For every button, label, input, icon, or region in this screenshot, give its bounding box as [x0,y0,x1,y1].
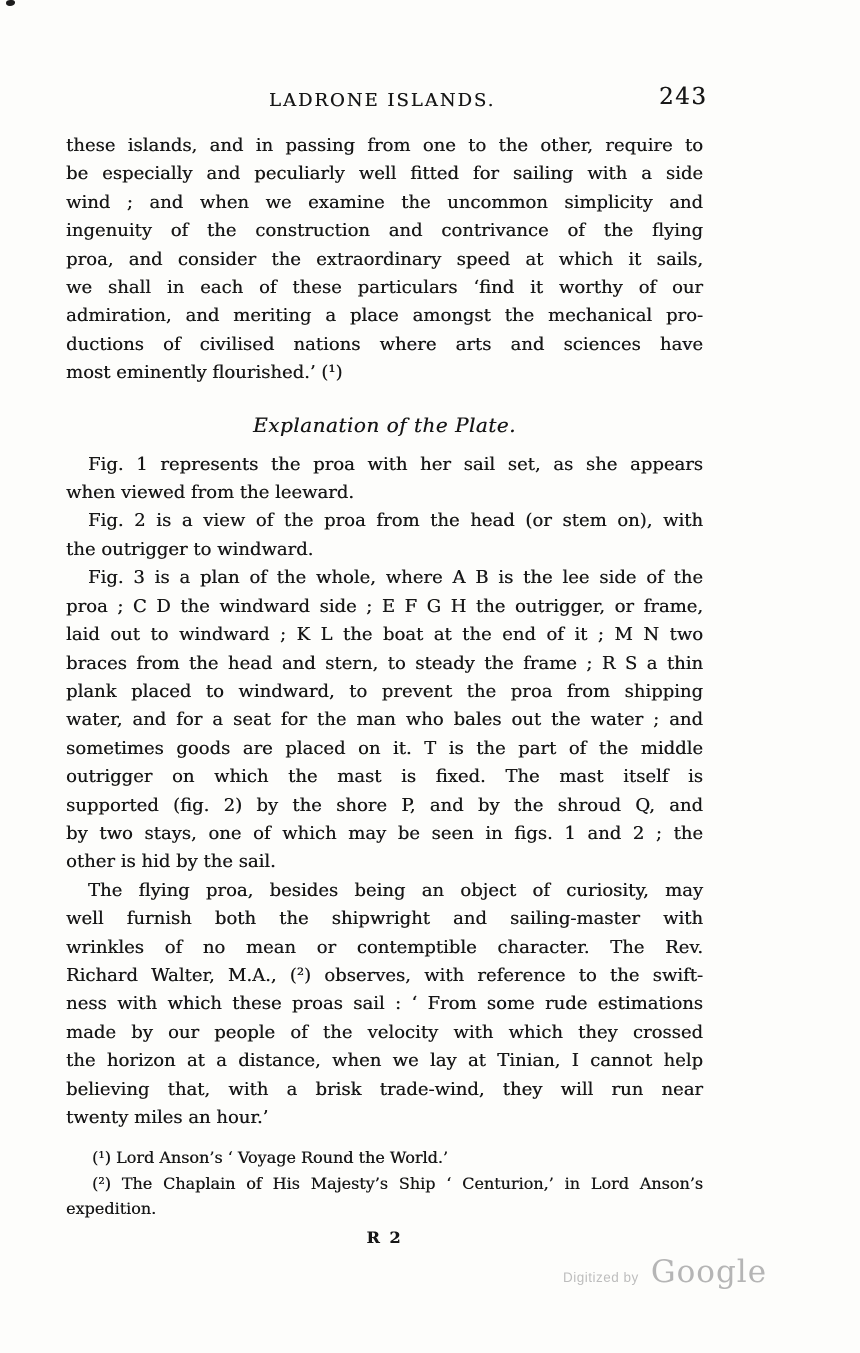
page-number: 243 [659,84,708,110]
paragraph-fig1 [66,451,703,508]
text-line: twenty miles an hour.’ [66,1107,269,1128]
footnotes [66,1145,703,1221]
text-line: proa ; C D the windward side ; E F G H the outrigger, or frame, [66,595,703,617]
text-line: by two stays, one of which may be seen in figs. 1 and 2 ; the [66,822,703,844]
text-line: wrinkles of no mean or contemptible character. The Rev. [66,936,703,958]
text-line: supported (fig. 2) by the shore P, and by the shroud Q, and [66,794,703,816]
text-line: other is hid by the sail. [66,851,276,873]
paragraph-fig2 [66,507,703,564]
page-header [0,84,860,122]
section-heading: Explanation of the Plate. [253,412,516,437]
text-line: plank placed to windward, to prevent the proa from shipping [66,680,703,702]
text-line: Fig. 2 is a view of the proa from the head (or stem on), with [88,510,703,532]
paragraph-intro [66,132,703,388]
text-line: outrigger on which the mast is fixed. The mast itself is [66,766,703,788]
text-line: The flying proa, besides being an object of curiosity, may [88,879,703,901]
text-line: ingenuity of the construction and contrivance of the flying [66,220,703,242]
text-line: ness with which these proas sail : ‘ From some rude estimations [66,993,703,1015]
text-line: most eminently flourished.’ (¹) [66,362,343,384]
google-watermark [563,1254,767,1290]
footnote-line: (¹) Lord Anson’s ‘ Voyage Round the World.’ [92,1148,448,1168]
signature-mark: R 2 [366,1228,403,1248]
text-line: made by our people of the velocity with which they crossed [66,1021,703,1043]
text-line: laid out to windward ; K L the boat at the end of it ; M N two [66,624,703,646]
text-line: the horizon at a distance, when we lay at Tinian, I cannot help [66,1050,703,1072]
text-line: be especially and peculiarly well fitted for sailing with a side [66,163,703,185]
text-line: ductions of civilised nations where arts and sciences have [66,333,703,355]
footnote-line: expedition. [66,1199,157,1218]
text-line: when viewed from the leeward. [66,482,354,504]
text-line: Richard Walter, M.A., (²) observes, with reference to the swift- [66,964,703,986]
text-line: the outrigger to windward. [66,538,314,560]
text-line: believing that, with a brisk trade-wind, they will run near [66,1078,703,1100]
paragraph-flying-proa [66,877,703,1133]
footnote-line: (²) The Chaplain of His Majesty’s Ship ‘ Centurion,’ in Lord Anson’s [92,1173,703,1193]
text-line: sometimes goods are placed on it. T is the part of the middle [66,737,703,759]
text-line: these islands, and in passing from one to the other, require to [66,135,703,156]
text-line: admiration, and meriting a place amongst the mechanical pro- [66,305,703,327]
text-line: well furnish both the shipwright and sailing-master with [66,908,703,930]
text-line: Fig. 3 is a plan of the whole, where A B is the lee side of the [88,567,703,589]
text-line: proa, and consider the extraordinary speed at which it sails, [66,248,703,270]
paragraph-fig3 [66,564,703,876]
google-logo: Google [650,1254,768,1290]
running-title: LADRONE ISLANDS. [269,90,496,111]
text-column [66,132,703,1253]
text-line: wind ; and when we examine the uncommon simplicity and [66,191,703,213]
watermark-text: Digitized by [563,1270,639,1285]
text-line: we shall in each of these particulars ‘find it worthy of our [66,277,703,299]
text-line: water, and for a seat for the man who bales out the water ; and [66,709,703,731]
text-line: Fig. 1 represents the proa with her sail set, as she appears [88,453,703,475]
text-line: braces from the head and stern, to steady the frame ; R S a thin [66,652,703,674]
scan-artifact [6,0,15,6]
